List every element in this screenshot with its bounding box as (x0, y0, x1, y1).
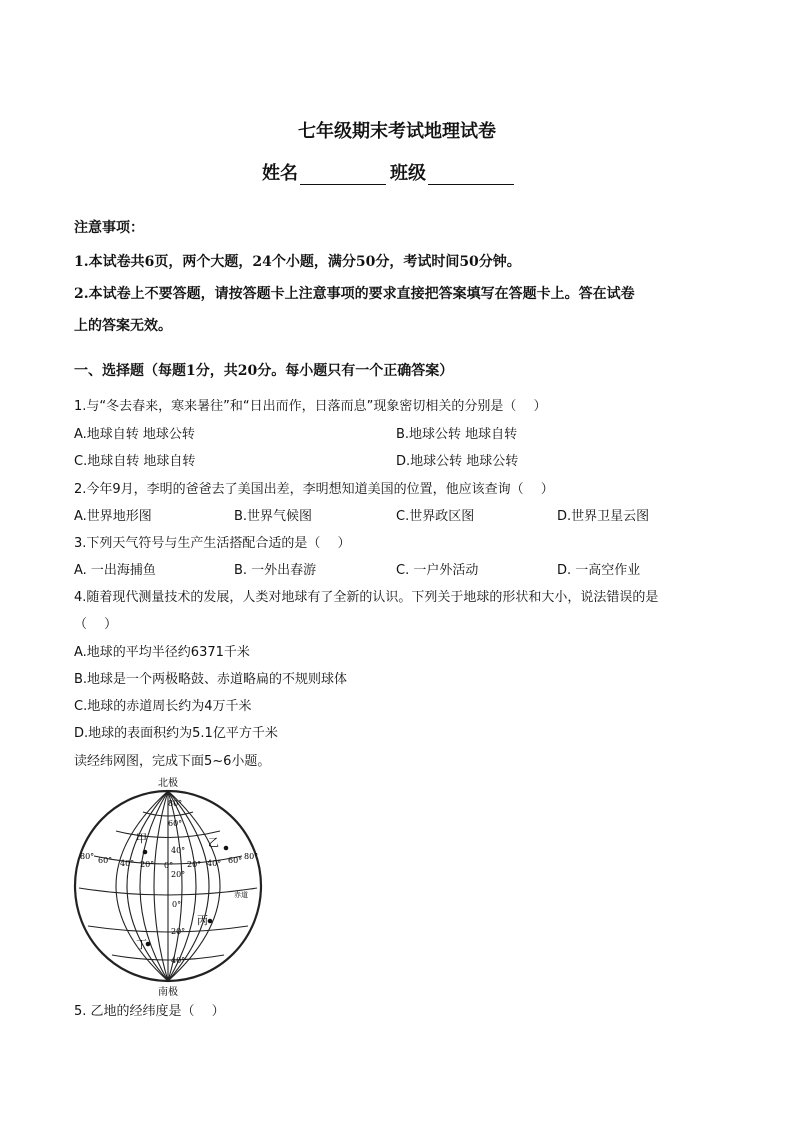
lat-40n-label: 40° (171, 846, 186, 855)
question-4-option-a: A.地球的平均半径约6371千米 (74, 645, 250, 660)
point-jia-label: 甲 (136, 832, 147, 845)
lat-40s-label: 40° (171, 956, 186, 965)
name-label: 姓名 (262, 163, 298, 184)
point-bing-label: 丙 (197, 914, 208, 927)
equator-label: 赤道 (234, 891, 248, 899)
question-4-option-c: C.地球的赤道周长约为4万千米 (74, 699, 252, 714)
question-4-option-b: B.地球是一个两极略鼓、赤道略扁的不规则球体 (74, 672, 348, 687)
notes-item-1: 1.本试卷共6页，两个大题，24个小题，满分50分，考试时间50分钟。 (74, 254, 521, 270)
name-class-line (262, 159, 518, 185)
question-4-stem-line-2: （ ） (74, 617, 118, 632)
lon-20e-label: 20° (187, 860, 202, 869)
south-pole-label: 南极 (158, 987, 178, 998)
question-4-stem-line-1: 4.随着现代测量技术的发展，人类对地球有了全新的认识。下列关于地球的形状和大小，说法错误的是 (74, 590, 659, 605)
question-2-option-a: A.世界地形图 (74, 509, 152, 524)
map-instruction: 读经纬网图，完成下面5~6小题。 (74, 754, 271, 769)
question-3-option-b: B. 一外出春游 (234, 563, 317, 578)
question-2-option-b: B.世界气候图 (234, 509, 313, 524)
lon-60e-label: 60° (228, 856, 243, 865)
lon-60w-label: 60° (98, 856, 113, 865)
question-2-stem: 2.今年9月，李明的爸爸去了美国出差，李明想知道美国的位置，他应该查询（ ） (74, 482, 554, 497)
question-3-stem: 3.下列天气符号与生产生活搭配合适的是（ ） (74, 536, 351, 551)
graticule-globe-figure (68, 776, 268, 998)
question-1-option-b: B.地球公转 地球自转 (396, 427, 518, 442)
lat-0-label: 0° (172, 900, 182, 909)
lat-60-label: 60° (168, 819, 183, 828)
section-1-heading: 一、选择题（每题1分，共20分。每小题只有一个正确答案） (74, 363, 454, 379)
question-1-stem: 1.与“冬去春来，寒来暑往”和“日出而作，日落而息”现象密切相关的分别是（ ） (74, 399, 547, 414)
point-jia-dot (143, 850, 148, 855)
question-2-option-c: C.世界政区图 (396, 509, 475, 524)
lon-20w-label: 20° (140, 860, 155, 869)
lon-40w-label: 40° (120, 859, 135, 868)
notes-item-2-line-1: 2.本试卷上不要答题，请按答题卡上注意事项的要求直接把答案填写在答题卡上。答在试卷 (74, 286, 635, 302)
point-bing-dot (208, 919, 213, 924)
north-pole-label: 北极 (158, 778, 178, 789)
question-2-option-d: D.世界卫星云图 (557, 509, 650, 524)
latitude-labels (168, 799, 185, 965)
question-4-option-d: D.地球的表面积约为5.1亿平方千米 (74, 726, 278, 741)
notes-item-2-line-2: 上的答案无效。 (74, 318, 172, 334)
lon-80w-label: 80° (80, 852, 95, 861)
lon-40e-label: 40° (207, 859, 222, 868)
lon-0-label: 0° (164, 861, 174, 870)
question-5-stem: 5. 乙地的经纬度是（ ） (74, 1004, 225, 1019)
lat-20s-label: 20° (171, 927, 186, 936)
point-ding-label: 丁 (136, 938, 147, 951)
longitude-labels (80, 852, 258, 870)
name-blank (300, 166, 386, 185)
point-yi-dot (224, 846, 229, 851)
point-yi-label: 乙 (208, 836, 219, 849)
question-1-option-a: A.地球自转 地球公转 (74, 427, 195, 442)
question-3-option-c: C. 一户外活动 (396, 563, 479, 578)
class-label: 班级 (390, 163, 426, 184)
question-3-option-d: D. 一高空作业 (557, 563, 641, 578)
lat-20n-label: 20° (171, 870, 186, 879)
lat-80-label: 80° (168, 799, 183, 808)
exam-title: 七年级期末考试地理试卷 (298, 121, 496, 142)
lon-80e-label: 80° (244, 852, 259, 861)
class-blank (428, 166, 514, 185)
question-3-option-a: A. 一出海捕鱼 (74, 563, 156, 578)
question-1-option-c: C.地球自转 地球自转 (74, 454, 196, 469)
question-1-option-d: D.地球公转 地球公转 (396, 454, 519, 469)
notes-heading: 注意事项： (74, 220, 144, 236)
